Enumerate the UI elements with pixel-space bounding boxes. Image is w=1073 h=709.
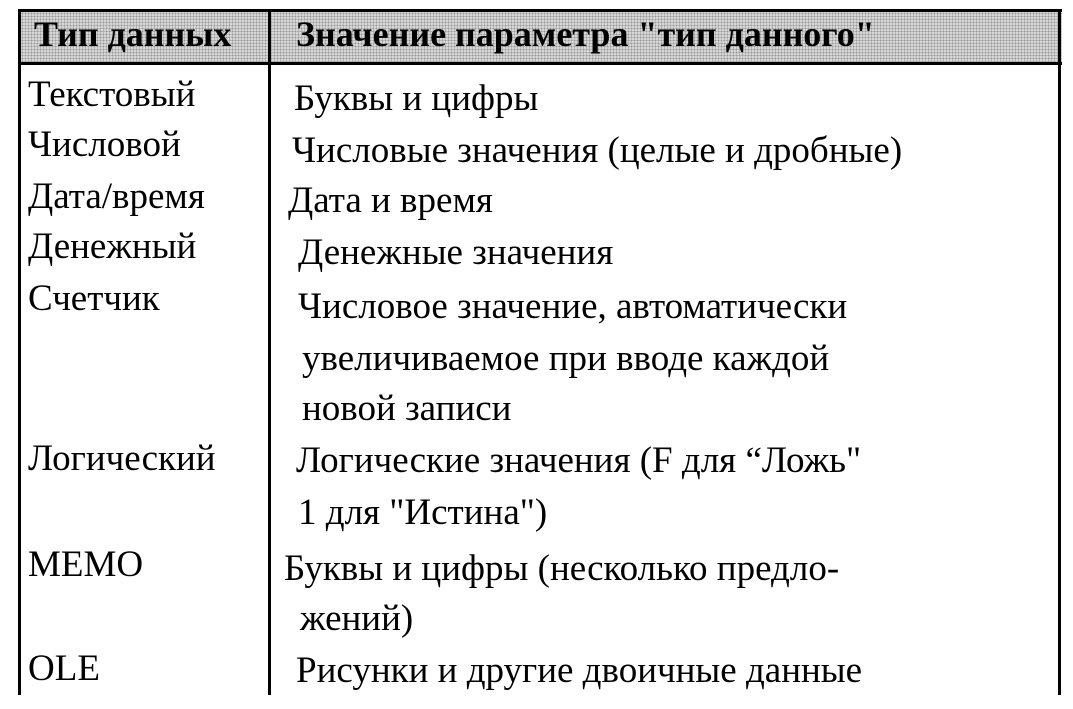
row-type-number: Числовой [28,124,181,165]
row-value-ole: Рисунки и другие двоичные данные [296,650,863,691]
row-value-counter-line-1: Числовое значение, автоматически [298,286,848,327]
header-value: Значение параметра "тип данного" [296,14,875,54]
row-value-memo-line-1: Буквы и цифры (несколько предло- [284,548,840,589]
row-type-logical: Логический [28,438,216,479]
table-left-border [18,9,21,695]
table-right-border [1058,9,1061,695]
header-type: Тип данных [34,14,232,54]
row-value-currency: Денежные значения [298,232,614,273]
row-value-counter-line-2: увеличиваемое при вводе каждой [302,338,830,379]
row-value-datetime: Дата и время [288,180,493,221]
row-value-number: Числовые значения (целые и дробные) [292,130,903,171]
row-type-currency: Денежный [28,226,197,267]
row-value-logical-line-1: Логические значения (F для “Ложь" [296,440,862,481]
row-type-memo: MEMO [28,544,144,585]
row-type-ole: OLE [28,648,100,689]
row-type-text: Текстовый [28,74,196,115]
row-type-counter: Счетчик [28,278,160,319]
row-type-datetime: Дата/время [28,176,205,217]
row-value-logical-line-2: 1 для "Истина") [298,492,548,533]
row-value-counter-line-3: новой записи [302,388,512,429]
row-value-text: Буквы и цифры [294,78,539,119]
table-column-divider [268,9,271,695]
row-value-memo-line-2: жений) [300,598,414,639]
